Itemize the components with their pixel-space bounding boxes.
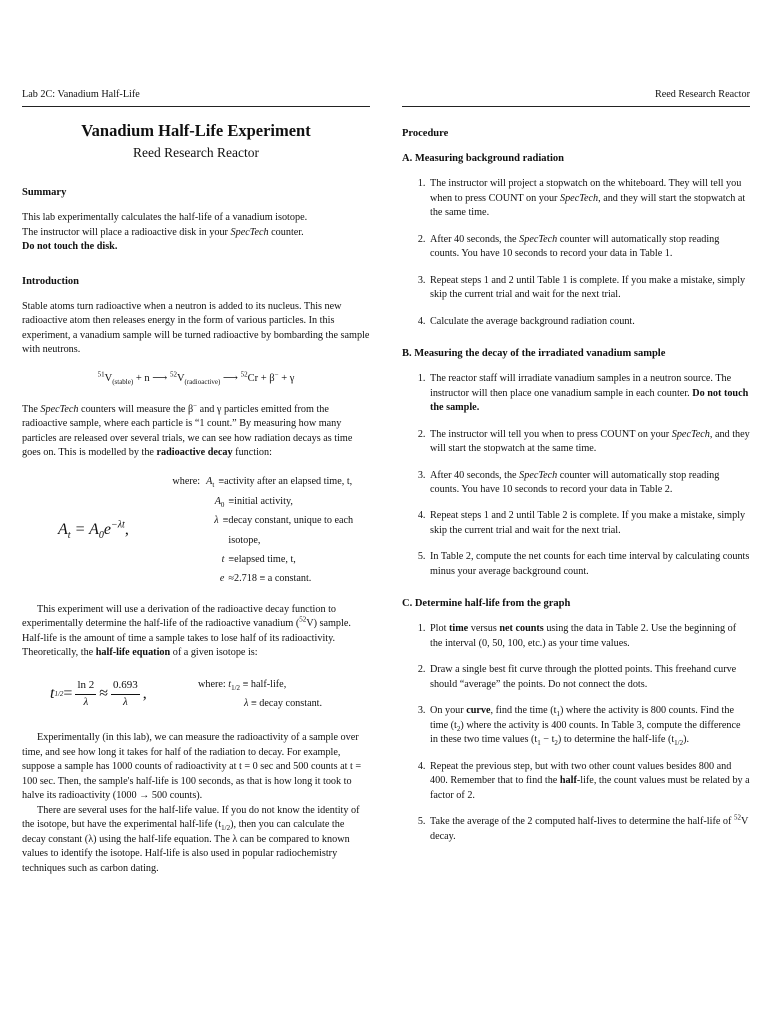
left-page (22, 88, 370, 876)
left-running-header (22, 88, 370, 107)
step-b4: 4. Repeat steps 1 and 2 until Table 2 is complete. If you make a mistake, simply skip the current trial and wait for the next trial. (428, 509, 750, 538)
running-head-lab: Lab 2C: Vanadium Half-Life (22, 89, 140, 100)
step-c1: 1. Plot time versus net counts using the data in Table 2. Use the beginning of the interval (0, 50, 100, etc.) as your time values. (428, 622, 750, 651)
step-c5: 5. Take the average of the 2 computed half-lives to determine the half-life of $^{52}$V decay. (428, 815, 750, 844)
procedure-heading: Procedure (402, 128, 449, 140)
step-b2: 2. The instructor will tell you when to press COUNT on your SpecTech, and they will start the stopwatch at the same time. (428, 428, 750, 457)
step-a3: 3. Repeat steps 1 and 2 until Table 1 is complete. If you make a mistake, simply skip the current trial and wait for the next trial. (428, 274, 750, 303)
step-c3: 3. On your curve, find the time $(t_1)$ where the activity is 800 counts. Find the time $(t_2)$ where the activity is 400 counts. In Table 3, compute the difference in these two time values $(t_1 - t_2)$ to determine the half-life $(t_{1/2})$. (428, 704, 750, 747)
halflife-equation-block (22, 675, 370, 714)
step-a2: 2. After 40 seconds, the SpecTech counter will automatically stop reading counts. You have 10 seconds to record your data in Table 1. (428, 233, 750, 262)
step-a1: 1. The instructor will project a stopwatch on the whiteboard. They will tell you when to press COUNT on your SpecTech, and they will start the stopwatch at the same time. (428, 177, 750, 220)
summary-warning: Do not touch the disk. (22, 241, 118, 253)
step-b3: 3. After 40 seconds, the SpecTech counter will automatically stop reading counts. You have 10 seconds to record your data in Table 2. (428, 469, 750, 498)
section-a-steps (402, 177, 750, 329)
introduction-heading: Introduction (22, 275, 79, 287)
intro-paragraph-1: Stable atoms turn radioactive when a neutron is added to its nucleus. This new radioactive atom then releases energy in the form of various particles. In this experiment, a vanadium sample will be turned radioactive by bombarding the sample with neutrons. (22, 300, 370, 356)
experiment-paragraph: Experimentally (in this lab), we can measure the radioactivity of a sample over time, and see how long it takes for half of the radiation to decay. For example, suppose a sample has 1000 counts of radioactivity at t = 0 sec and 500 counts at t = 100 sec. Then, the sample's half-life is 100 seconds, as that is how long it took to halve its radioactivity (1000 → 500 counts). (22, 732, 362, 802)
section-c-heading: C. Determine half-life from the graph (402, 598, 571, 610)
step-b1: 1. The reactor staff will irradiate vanadium samples in a neutron source. The instructor will then place one vanadium sample in each counter. Do not touch the sample. (428, 372, 750, 415)
section-c-steps (402, 622, 750, 844)
nuclear-reaction-equation: $^{51}V_{(stable)} + n$ ⟶ $^{52}V_{(radioactive)}$ ⟶ $^{52}$Cr + β− + γ (97, 370, 295, 386)
step-c4: 4. Repeat the previous step, but with two other count values besides 800 and 400. Remember that to find the half-life, the count values must be related by a factor of 2. (428, 760, 750, 803)
section-a-heading: A. Measuring background radiation (402, 153, 564, 165)
step-c2: 2. Draw a single best fit curve through the plotted points. This freehand curve should “average” the points. Do not connect the dots. (428, 663, 750, 692)
step-a4: 4. Calculate the average background radiation count. (428, 315, 750, 329)
summary-heading: Summary (22, 187, 67, 199)
halflife-intro-paragraph: This experiment will use a derivation of the radioactive decay function to experimentally determine the half-life of the radioactive vanadium ($^{52}$V) sample. Half-life is the amount of time a sample takes to lose half of its radioactivity. Theoretically, the half-life equation of a given isotope is: (22, 603, 351, 659)
halflife-equation: t 1/2 = $\frac{\ln 2}{\lambda}$ ≈ $\frac{0.693}{\lambda}$ , (50, 678, 147, 708)
step-b5: 5. In Table 2, compute the net counts for each time interval by calculating counts minus your average background count. (428, 550, 750, 579)
document-subtitle: Reed Research Reactor (133, 145, 259, 161)
uses-paragraph: There are several uses for the half-life value. If you do not know the identity of the isotope, but have the experimental half-life $(t_{1/2})$, then you can calculate the decay constant (λ) using the half-life equation. The λ can be compared to known values to identify the isotope. Half-life is also used in popular radiochemistry techniques such as carbon dating. (22, 804, 360, 874)
section-b-heading: B. Measuring the decay of the irradiated vanadium sample (402, 348, 666, 360)
decay-definitions: where: $A_t$ ≡ activity after an elapsed time, t, $A_0$ ≡ initial activity, λ ≡ decay constant, unique to each isotope, t ≡ elapsed time, t, e ≈ 2.718 ≡ a constant. (172, 476, 354, 585)
decay-equation-block (22, 472, 370, 588)
halflife-definitions: where: $t_{1/2}$ ≡ half-life, λ ≡ decay constant. (198, 678, 323, 710)
section-b-steps (402, 372, 750, 579)
right-running-header (402, 88, 750, 107)
decay-equation: $A_t = A_0e^{-\lambda t}$, (58, 519, 129, 542)
intro-paragraph-2: The SpecTech counters will measure the β− and γ particles emitted from the radioactive sample, where each particle is “1 count.” By measuring how many particles are released over several trials, we can see how radiation decays as time goes on. This is modelled by the radioactive decay function: (22, 401, 353, 458)
document-title: Vanadium Half-Life Experiment (81, 121, 311, 141)
running-head-reactor: Reed Research Reactor (654, 89, 750, 100)
summary-text: This lab experimentally calculates the half-life of a vanadium isotope. The instructor will place a radioactive disk in your SpecTech counter. Do not touch the disk. (22, 212, 308, 253)
right-page (402, 88, 750, 856)
